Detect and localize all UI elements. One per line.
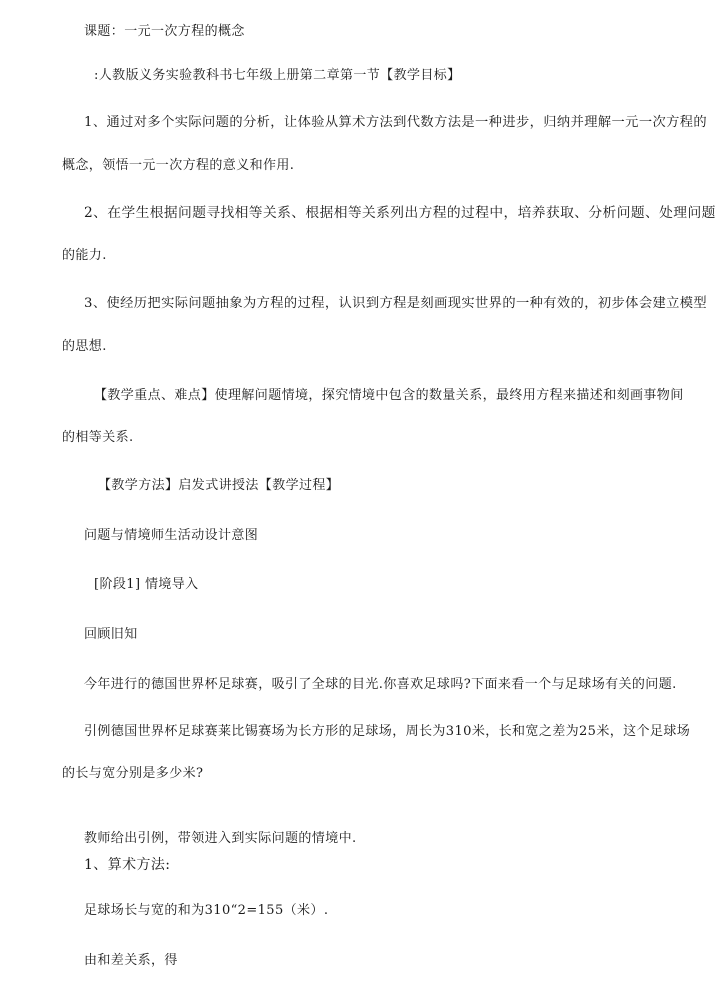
goal-3-line-2: 的思想. <box>62 339 107 354</box>
teacher-text: 教师给出引例，带领进入到实际问题的情境中. <box>84 831 357 846</box>
example-line-1: 引例德国世界杯足球赛莱比锡赛场为长方形的足球场，周长为310米，长和宽之差为25米，这个足球场 <box>84 724 691 739</box>
lesson-title: 课题：一元一次方程的概念 <box>84 24 245 39</box>
difference-relation: 由和差关系，得 <box>84 953 178 968</box>
key-points-line-2: 的相等关系. <box>62 430 134 445</box>
table-header: 问题与情境师生活动设计意图 <box>84 528 259 543</box>
stage-1-heading: [阶段1] 情境导入 <box>94 577 199 592</box>
goal-1-line-2: 概念，领悟一元一次方程的意义和作用. <box>62 158 295 173</box>
arithmetic-method-heading: 1、算术方法: <box>84 857 171 873</box>
intro-text: 今年进行的德国世界杯足球赛，吸引了全球的目光.你喜欢足球吗?下面来看一个与足球场有关的问题. <box>84 677 677 692</box>
arithmetic-step: 足球场长与宽的和为310“2=155（米）. <box>84 903 329 918</box>
example-line-2: 的长与宽分别是多少米? <box>62 766 204 781</box>
goal-3-line-1: 3、使经历把实际问题抽象为方程的过程，认识到方程是刻画现实世界的一种有效的，初步体会建立模型 <box>84 296 708 311</box>
key-points-line-1: 【教学重点、难点】使理解问题情境，探究情境中包含的数量关系，最终用方程来描述和刻画事物间 <box>94 388 684 403</box>
goal-1-line-1: 1、通过对多个实际问题的分析，让体验从算术方法到代数方法是一种进步，归纳并理解一元一次方程的 <box>84 115 708 130</box>
review-heading: 回顾旧知 <box>84 627 138 642</box>
source-and-goals-heading: :人教版义务实验教科书七年级上册第二章第一节【教学目标】 <box>94 68 461 83</box>
method-and-process: 【教学方法】启发式讲授法【教学过程】 <box>98 478 340 493</box>
goal-2-line-2: 的能力. <box>62 248 107 263</box>
goal-2-line-1: 2、在学生根据问题寻找相等关系、根据相等关系列出方程的过程中，培养获取、分析问题、处理问题 <box>84 205 716 221</box>
